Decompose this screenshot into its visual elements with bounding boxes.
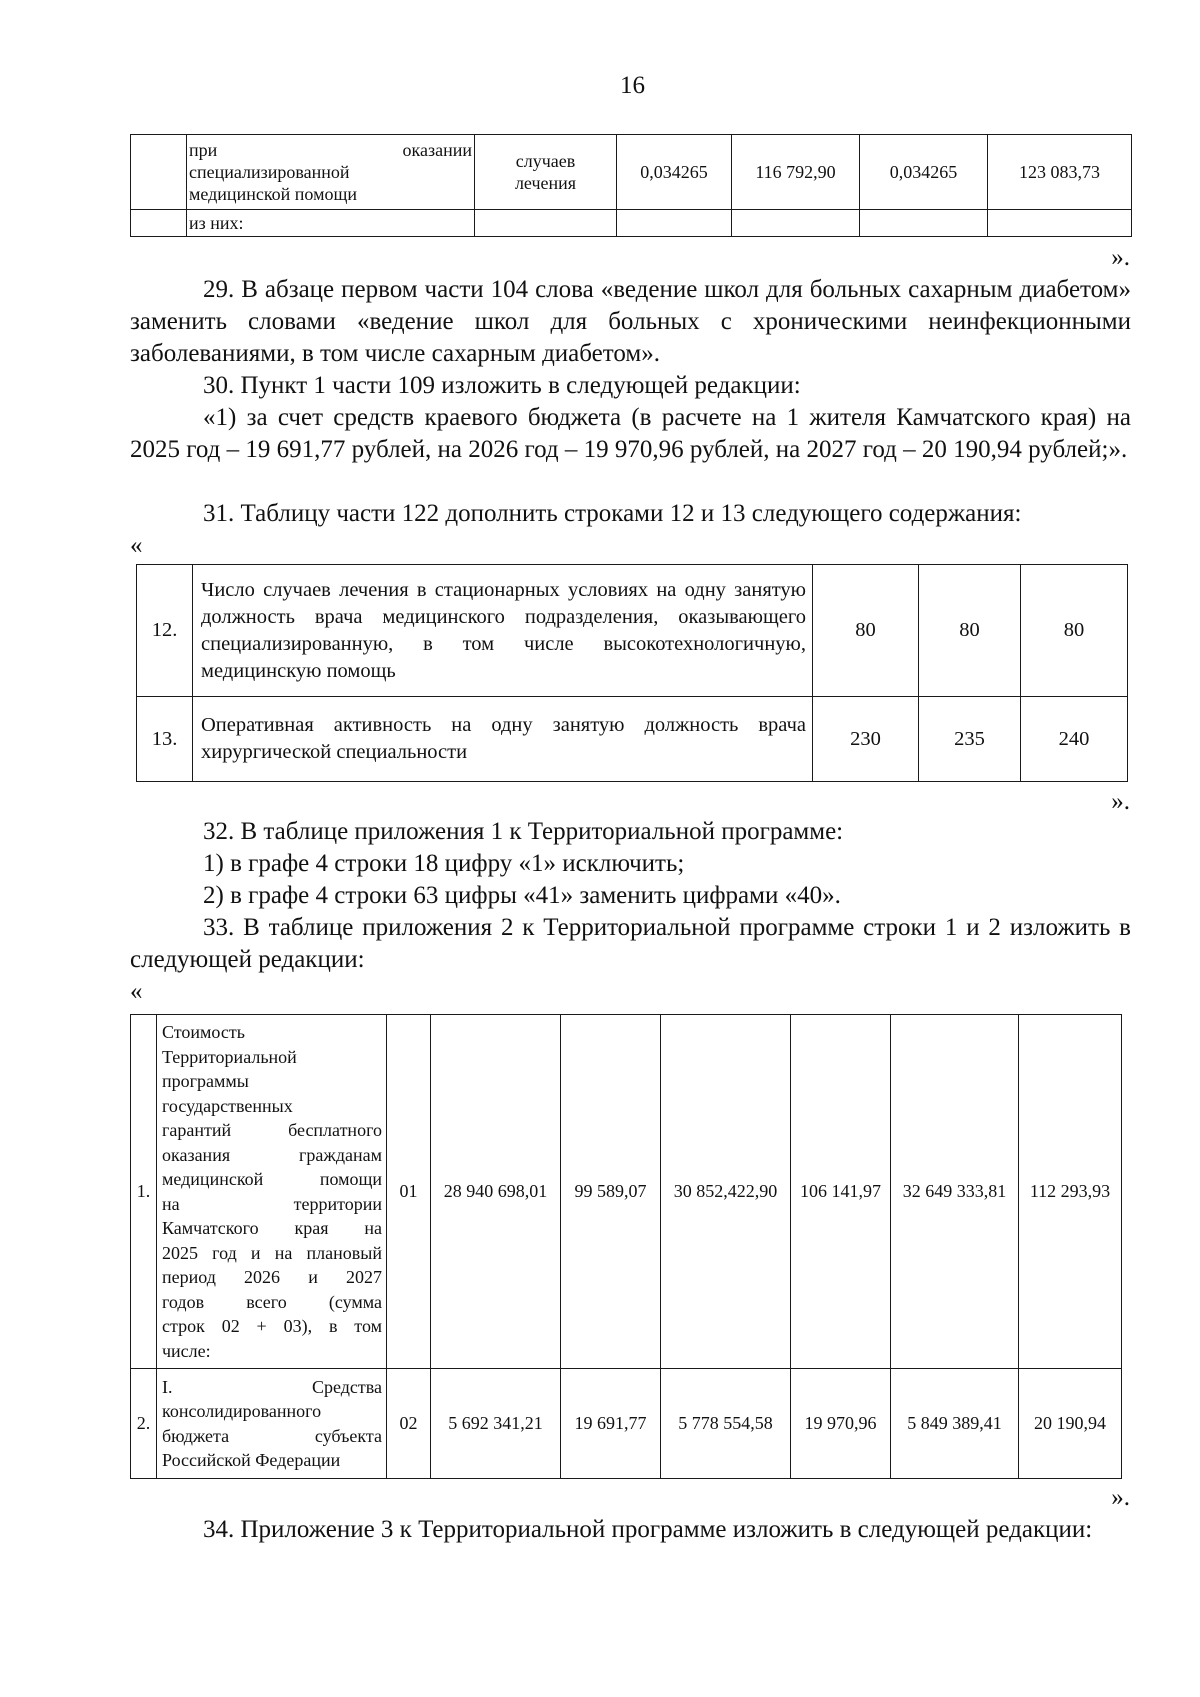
row-number: 2. — [131, 1369, 157, 1479]
row-number: 13. — [137, 697, 193, 782]
label-line: медицинской помощи — [189, 184, 357, 204]
table-row — [131, 135, 1132, 210]
opening-quote: « — [130, 532, 143, 559]
table-cell-label — [187, 135, 475, 210]
table-cell-value: 99 589,07 — [561, 1015, 661, 1369]
table-cell — [617, 210, 732, 237]
table-cell-value: 80 — [813, 565, 919, 697]
page-number: 16 — [620, 72, 645, 99]
indicator-text: Число случаев лечения в стационарных условиях на одну занятую должность врача медицинского подразделения, оказывающего специализированную, в том числе высокотехнологичную, медицинскую помощь — [193, 565, 813, 697]
table-cell-value: 5 778 554,58 — [661, 1369, 791, 1479]
continuation-table — [130, 134, 1132, 237]
label-line: при оказании — [189, 140, 472, 160]
table-cell — [860, 210, 988, 237]
paragraph-31: 31. Таблицу части 122 дополнить строками 12 и 13 следующего содержания: — [203, 500, 1022, 527]
row-code: 01 — [387, 1015, 431, 1369]
table-cell-value: 19 970,96 — [791, 1369, 891, 1479]
closing-quote: ». — [1111, 788, 1130, 815]
table-cell-value: 30 852,422,90 — [661, 1015, 791, 1369]
paragraph-30: 30. Пункт 1 части 109 изложить в следующей редакции: — [203, 372, 801, 399]
label-line: из них: — [189, 213, 244, 233]
table-cell-value: 106 141,97 — [791, 1015, 891, 1369]
table-cell — [732, 210, 860, 237]
table-cell-label — [187, 210, 475, 237]
description-line: Российской Федерации — [162, 1450, 341, 1470]
indicator-text: Оперативная активность на одну занятую должность врача хирургической специальности — [193, 697, 813, 782]
table-row — [131, 1369, 1122, 1479]
description-line: Камчатского края на — [162, 1218, 382, 1238]
row-number: 1. — [131, 1015, 157, 1369]
table-cell — [988, 210, 1132, 237]
description-line: программы — [162, 1071, 249, 1091]
table-cell-value: 19 691,77 — [561, 1369, 661, 1479]
table-cell — [475, 210, 617, 237]
row-description — [157, 1015, 387, 1369]
paragraph-34: 34. Приложение 3 к Территориальной программе изложить в следующей редакции: — [203, 1516, 1093, 1543]
description-line: числе: — [162, 1340, 211, 1361]
description-line: оказания гражданам — [162, 1144, 382, 1165]
paragraph-33: 33. В таблице приложения 2 к Территориальной программе строки 1 и 2 изложить в следующей редакции: — [130, 914, 1131, 973]
description-line: период 2026 и 2027 — [162, 1267, 382, 1287]
description-line: консолидированного — [162, 1401, 322, 1421]
table-cell-unit: случаев лечения — [475, 135, 617, 210]
description-line: бюджета субъекта — [162, 1425, 382, 1446]
paragraph-32-item-2: 2) в графе 4 строки 63 цифры «41» заменить цифрами «40». — [203, 882, 841, 909]
table-cell-value: 0,034265 — [860, 135, 988, 210]
table-cell-value: 80 — [919, 565, 1021, 697]
table-cell-value: 112 293,93 — [1019, 1015, 1122, 1369]
program-cost-table — [130, 1014, 1122, 1479]
table-cell-value: 80 — [1021, 565, 1128, 697]
row-number: 12. — [137, 565, 193, 697]
description-line: Стоимость — [162, 1022, 245, 1042]
closing-quote: ». — [1111, 1484, 1130, 1511]
table-cell — [131, 210, 187, 237]
table-cell-value: 20 190,94 — [1019, 1369, 1122, 1479]
table-cell-value: 28 940 698,01 — [431, 1015, 561, 1369]
paragraph-32: 32. В таблице приложения 1 к Территориальной программе: — [203, 818, 844, 845]
table-cell-value: 235 — [919, 697, 1021, 782]
table-cell-value: 230 — [813, 697, 919, 782]
table-cell-value: 116 792,90 — [732, 135, 860, 210]
row-code: 02 — [387, 1369, 431, 1479]
opening-quote: « — [130, 978, 143, 1005]
closing-quote: ». — [1111, 244, 1130, 271]
table-row — [131, 1015, 1122, 1369]
table-cell-value: 5 692 341,21 — [431, 1369, 561, 1479]
description-line: Территориальной — [162, 1046, 297, 1067]
description-line: государственных — [162, 1095, 293, 1116]
paragraph-32-item-1: 1) в графе 4 строки 18 цифру «1» исключить; — [203, 850, 685, 877]
table-row — [137, 697, 1128, 782]
indicators-table — [136, 564, 1128, 782]
paragraph-30-item-1: «1) за счет средств краевого бюджета (в расчете на 1 жителя Камчатского края) на 2025 год – 19 691,77 рублей, на 2026 год – 19 970,96 рублей, на 2027 год – 20 190,94 рублей;». — [130, 404, 1131, 463]
paragraph-29: 29. В абзаце первом части 104 слова «ведение школ для больных сахарным диабетом» заменить словами «ведение школ для больных с хроническими неинфекционными заболеваниями, в том числе сахарным диабетом». — [130, 276, 1131, 367]
description-line: годов всего (сумма — [162, 1291, 382, 1312]
table-cell-value: 240 — [1021, 697, 1128, 782]
row-description — [157, 1369, 387, 1479]
table-cell — [131, 135, 187, 210]
label-line: специализированной — [189, 162, 350, 182]
table-row — [137, 565, 1128, 697]
description-line: гарантий бесплатного — [162, 1120, 382, 1140]
description-line: на территории — [162, 1193, 382, 1214]
table-cell-value: 32 649 333,81 — [891, 1015, 1019, 1369]
description-line: медицинской помощи — [162, 1169, 382, 1189]
table-cell-value: 123 083,73 — [988, 135, 1132, 210]
table-cell-value: 0,034265 — [617, 135, 732, 210]
table-cell-value: 5 849 389,41 — [891, 1369, 1019, 1479]
table-row — [131, 210, 1132, 237]
description-line: I. Средства — [162, 1376, 382, 1397]
description-line: 2025 год и на плановый — [162, 1242, 382, 1263]
description-line: строк 02 + 03), в том — [162, 1316, 382, 1336]
